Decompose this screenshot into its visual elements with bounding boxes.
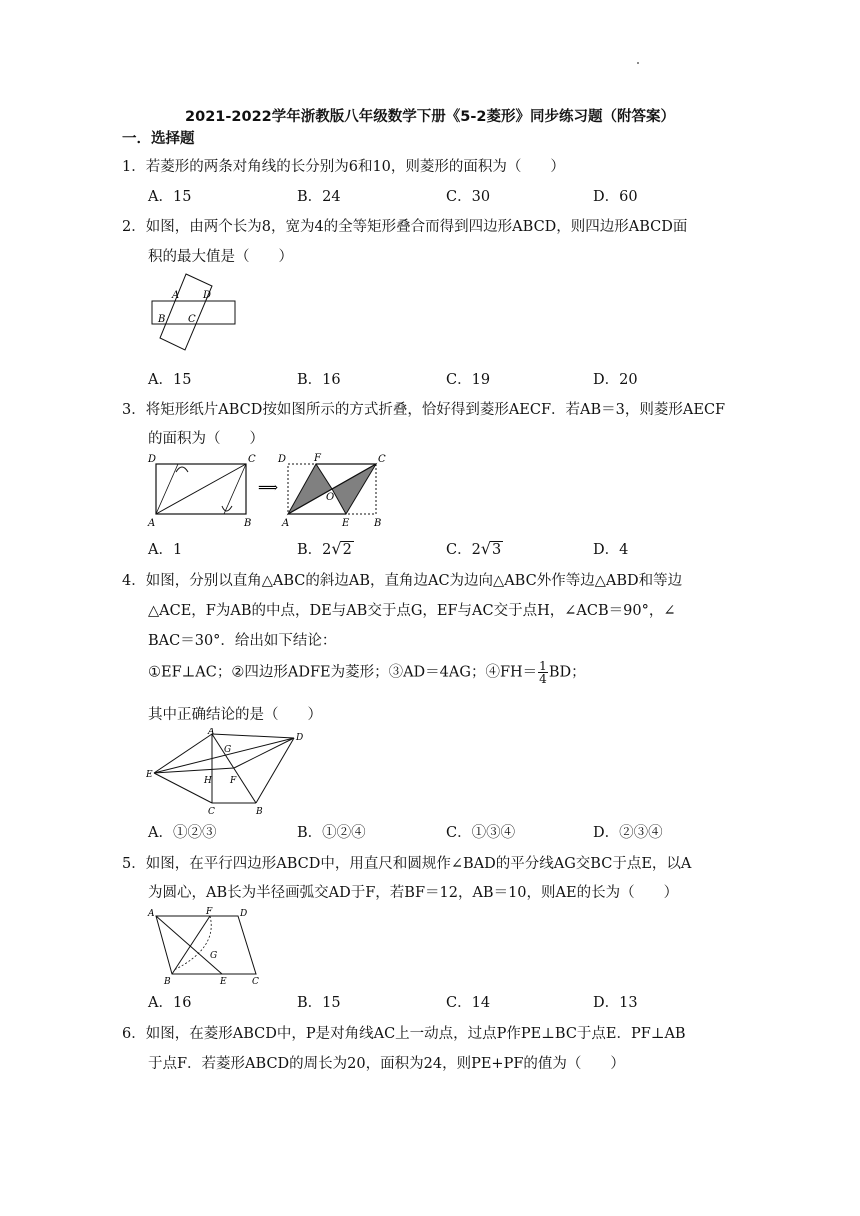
page-title: 2021-2022学年浙教版八年级数学下册《5-2菱形》同步练习题（附答案）: [185, 109, 675, 125]
q3-text-line1: 3．将矩形纸片ABCD按如图所示的方式折叠，恰好得到菱形AECF．若AB＝3，则菱形AECF: [122, 402, 726, 418]
q2-text-line1: 2．如图，由两个长为8，宽为4的全等矩形叠合而得到四边形ABCD，则四边形ABCD面: [122, 219, 688, 235]
q5-figure: [144, 904, 264, 986]
q4-option-b: B．①②④: [297, 825, 366, 841]
q4-fig-label-f: F: [230, 776, 237, 786]
q5-fig-label-b: B: [164, 977, 171, 986]
svg-text:⟹: ⟹: [258, 480, 279, 496]
q4-fig-label-b: B: [256, 807, 263, 816]
q4-text-line2: △ACE，F为AB的中点，DE与AB交于点G，EF与AC交于点H，∠ACB＝90°，∠: [148, 603, 676, 619]
q3-fig-right-label-b: B: [374, 518, 382, 529]
q2-option-a: A．15: [148, 372, 192, 388]
q3-fig-left-label-d: D: [148, 454, 157, 465]
q3-option-a: A．1: [148, 542, 183, 558]
q5-fig-label-d: D: [240, 909, 248, 919]
q3-option-b: B．2√2: [297, 539, 352, 558]
q5-fig-label-a: A: [148, 909, 155, 919]
q4-conclusions: ①EF⊥AC；②四边形ADFE为菱形；③AD＝4AG；④FH＝ $\frac{1}{4}$ BD；: [148, 659, 586, 686]
q3-fig-left-label-a: A: [148, 518, 156, 529]
q2-option-c: C．19: [446, 372, 491, 388]
q4-text-line3: BAC＝30°．给出如下结论：: [148, 633, 337, 649]
q4-fraction: $\frac{1}{4}$: [539, 659, 547, 686]
q4-option-c: C．①③④: [446, 825, 516, 841]
q2-option-b: B．16: [297, 372, 341, 388]
q4-fig-label-e: E: [146, 770, 153, 780]
q3-fig-right-label-c: C: [378, 454, 386, 465]
q4-figure: [146, 728, 308, 816]
q3-fig-right-label-e: E: [342, 518, 350, 529]
q5-option-c: C．14: [446, 995, 491, 1011]
q4-fig-label-h: H: [204, 776, 212, 786]
q5-fig-label-c: C: [252, 977, 259, 986]
q3-fig-left-label-c: C: [248, 454, 256, 465]
q4-fig-label-a: A: [208, 728, 215, 737]
q4-fig-label-d: D: [296, 733, 304, 743]
q1-option-b: B．24: [297, 189, 341, 205]
q3-fig-left-label-b: B: [244, 518, 252, 529]
q2-fig-label-a: A: [172, 290, 180, 301]
q5-text-line1: 5．如图，在平行四边形ABCD中，用直尺和圆规作∠BAD的平分线AG交BC于点E，以A: [122, 856, 692, 872]
q3-option-d: D．4: [593, 542, 629, 558]
q4-fig-label-c: C: [208, 807, 215, 816]
q5-option-b: B．15: [297, 995, 341, 1011]
section-heading: 一．选择题: [122, 131, 195, 147]
q3-fig-right-label-d: D: [278, 454, 287, 465]
q1-text: 1．若菱形的两条对角线的长分别为6和10，则菱形的面积为（ ）: [122, 159, 565, 175]
q2-option-d: D．20: [593, 372, 638, 388]
page-mark: [637, 62, 639, 64]
q1-option-a: A．15: [148, 189, 192, 205]
q3-option-c: C．2√3: [446, 539, 502, 558]
q3-figure: [146, 450, 390, 530]
q4-question: 其中正确结论的是（ ）: [148, 707, 322, 723]
q3-text-line2: 的面积为（ ）: [148, 431, 264, 447]
q4-option-a: A．①②③: [148, 825, 217, 841]
q5-option-a: A．16: [148, 995, 192, 1011]
q3-fig-right-label-a: A: [282, 518, 290, 529]
q4-fig-label-g: G: [224, 745, 232, 755]
q2-fig-label-b: B: [158, 314, 166, 325]
q5-text-line2: 为圆心，AB长为半径画弧交AD于F，若BF＝12，AB＝10，则AE的长为（ ）: [148, 885, 679, 901]
q1-option-c: C．30: [446, 189, 491, 205]
q6-text-line2: 于点F．若菱形ABCD的周长为20，面积为24，则PE+PF的值为（ ）: [148, 1056, 625, 1072]
q2-fig-label-c: C: [188, 314, 196, 325]
q5-fig-label-f: F: [206, 907, 213, 917]
q2-figure: [148, 272, 240, 356]
q5-fig-label-g: G: [210, 951, 218, 961]
q5-fig-label-e: E: [220, 977, 227, 986]
q2-text-line2: 积的最大值是（ ）: [148, 249, 293, 265]
q4-text-line1: 4．如图，分别以直角△ABC的斜边AB，直角边AC为边向△ABC外作等边△ABD和等边: [122, 573, 683, 589]
q3-fig-right-label-o: O: [326, 492, 335, 503]
q2-fig-label-d: D: [203, 290, 212, 301]
q3-fig-right-label-f: F: [314, 453, 321, 464]
q4-option-d: D．②③④: [593, 825, 663, 841]
q5-option-d: D．13: [593, 995, 638, 1011]
q1-option-d: D．60: [593, 189, 638, 205]
q6-text-line1: 6．如图，在菱形ABCD中，P是对角线AC上一动点，过点P作PE⊥BC于点E．PF⊥AB: [122, 1026, 686, 1042]
